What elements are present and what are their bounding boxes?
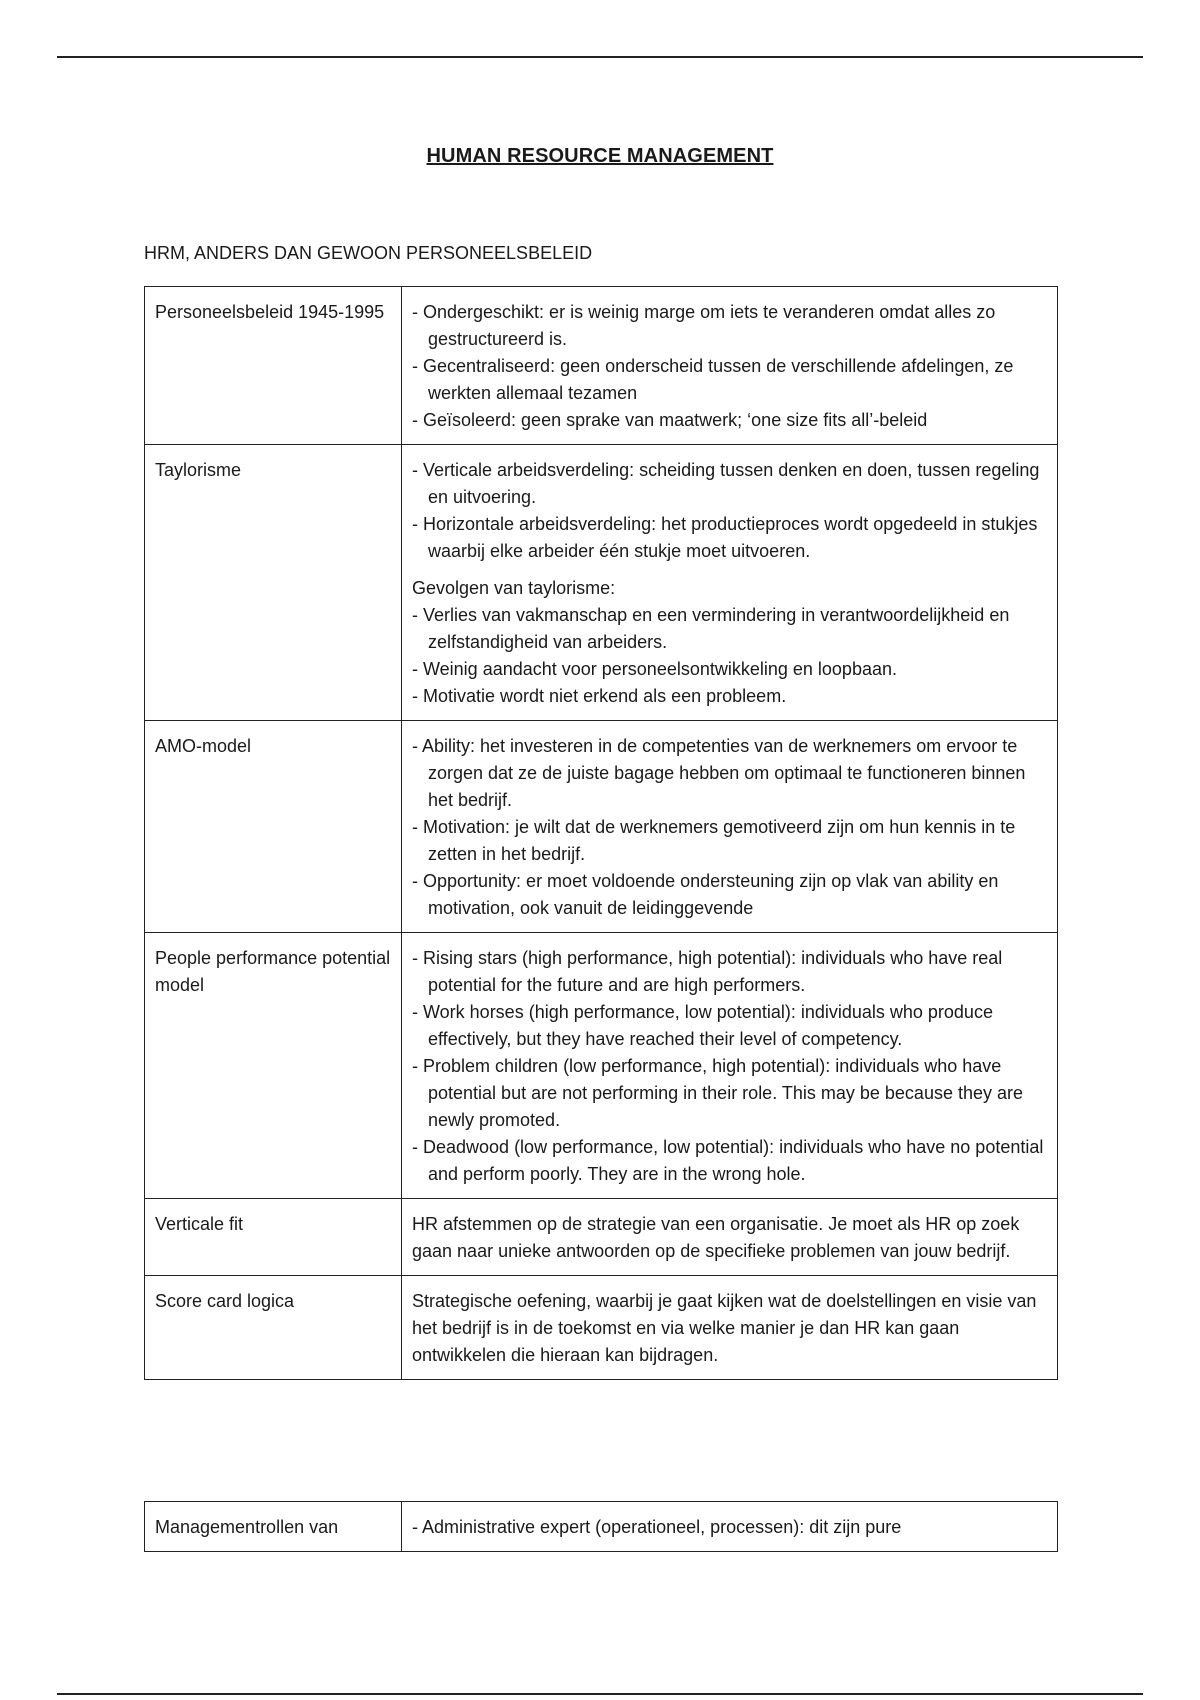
row-content bbox=[402, 287, 1058, 445]
list-item: - Ondergeschikt: er is weinig marge om iets te veranderen omdat alles zo gestructureerd is. bbox=[412, 299, 1047, 353]
table-row bbox=[145, 933, 1058, 1199]
row-term: People performance potential model bbox=[145, 933, 402, 1199]
list-item: - Horizontale arbeidsverdeling: het productieproces wordt opgedeeld in stukjes waarbij elke arbeider één stukje moet uitvoeren. bbox=[412, 511, 1047, 565]
list-item: - Work horses (high performance, low potential): individuals who produce effectively, but they have reached their level of competency. bbox=[412, 999, 1047, 1053]
row-term: Personeelsbeleid 1945-1995 bbox=[145, 287, 402, 445]
list-item: - Weinig aandacht voor personeelsontwikkeling en loopbaan. bbox=[412, 656, 1047, 683]
row-term: Managementrollen van bbox=[145, 1502, 402, 1552]
table-row bbox=[145, 1502, 1058, 1552]
list-item: - Administrative expert (operationeel, processen): dit zijn pure bbox=[412, 1514, 1047, 1541]
row-term: Score card logica bbox=[145, 1276, 402, 1380]
list-item: - Deadwood (low performance, low potential): individuals who have no potential and perform poorly. They are in the wrong hole. bbox=[412, 1134, 1047, 1188]
row-text: HR afstemmen op de strategie van een organisatie. Je moet als HR op zoek gaan naar unieke antwoorden op de specifieke problemen van jouw bedrijf. bbox=[402, 1199, 1058, 1276]
list-item: - Motivatie wordt niet erkend als een probleem. bbox=[412, 683, 1047, 710]
list-item: - Rising stars (high performance, high potential): individuals who have real potential for the future and are high performers. bbox=[412, 945, 1047, 999]
table-row bbox=[145, 287, 1058, 445]
definitions-table bbox=[144, 286, 1058, 1380]
list-item: - Opportunity: er moet voldoende ondersteuning zijn op vlak van ability en motivation, ook vanuit de leidinggevende bbox=[412, 868, 1047, 922]
table-row bbox=[145, 721, 1058, 933]
list-item: - Gecentraliseerd: geen onderscheid tussen de verschillende afdelingen, ze werkten allemaal tezamen bbox=[412, 353, 1047, 407]
table-row bbox=[145, 1276, 1058, 1380]
list-item: - Verticale arbeidsverdeling: scheiding tussen denken en doen, tussen regeling en uitvoering. bbox=[412, 457, 1047, 511]
table-row bbox=[145, 1199, 1058, 1276]
table-row bbox=[145, 445, 1058, 721]
row-content bbox=[402, 445, 1058, 721]
section-heading: HRM, ANDERS DAN GEWOON PERSONEELSBELEID bbox=[144, 243, 593, 263]
list-item: - Motivation: je wilt dat de werknemers gemotiveerd zijn om hun kennis in te zetten in het bedrijf. bbox=[412, 814, 1047, 868]
row-term: Verticale fit bbox=[145, 1199, 402, 1276]
list-item: - Ability: het investeren in de competenties van de werknemers om ervoor te zorgen dat ze de juiste bagage hebben om optimaal te functioneren binnen het bedrijf. bbox=[412, 733, 1047, 814]
list-item: - Geïsoleerd: geen sprake van maatwerk; ‘one size fits all’-beleid bbox=[412, 407, 1047, 434]
row-content bbox=[402, 721, 1058, 933]
row-content bbox=[402, 933, 1058, 1199]
row-text: Strategische oefening, waarbij je gaat kijken wat de doelstellingen en visie van het bedrijf is in de toekomst en via welke manier je dan HR kan gaan ontwikkelen die hieraan kan bijdragen. bbox=[402, 1276, 1058, 1380]
row-term: AMO-model bbox=[145, 721, 402, 933]
document-title: HUMAN RESOURCE MANAGEMENT bbox=[426, 145, 774, 167]
sub-heading: Gevolgen van taylorisme: bbox=[412, 578, 616, 598]
row-term: Taylorisme bbox=[145, 445, 402, 721]
list-item: - Problem children (low performance, high potential): individuals who have potential but are not performing in their role. This may be because they are newly promoted. bbox=[412, 1053, 1047, 1134]
footer-rule bbox=[57, 1693, 1143, 1695]
list-item: - Verlies van vakmanschap en een vermindering in verantwoordelijkheid en zelfstandigheid van arbeiders. bbox=[412, 602, 1047, 656]
row-content bbox=[402, 1502, 1058, 1552]
header-rule bbox=[57, 56, 1143, 58]
management-roles-table bbox=[144, 1501, 1058, 1552]
